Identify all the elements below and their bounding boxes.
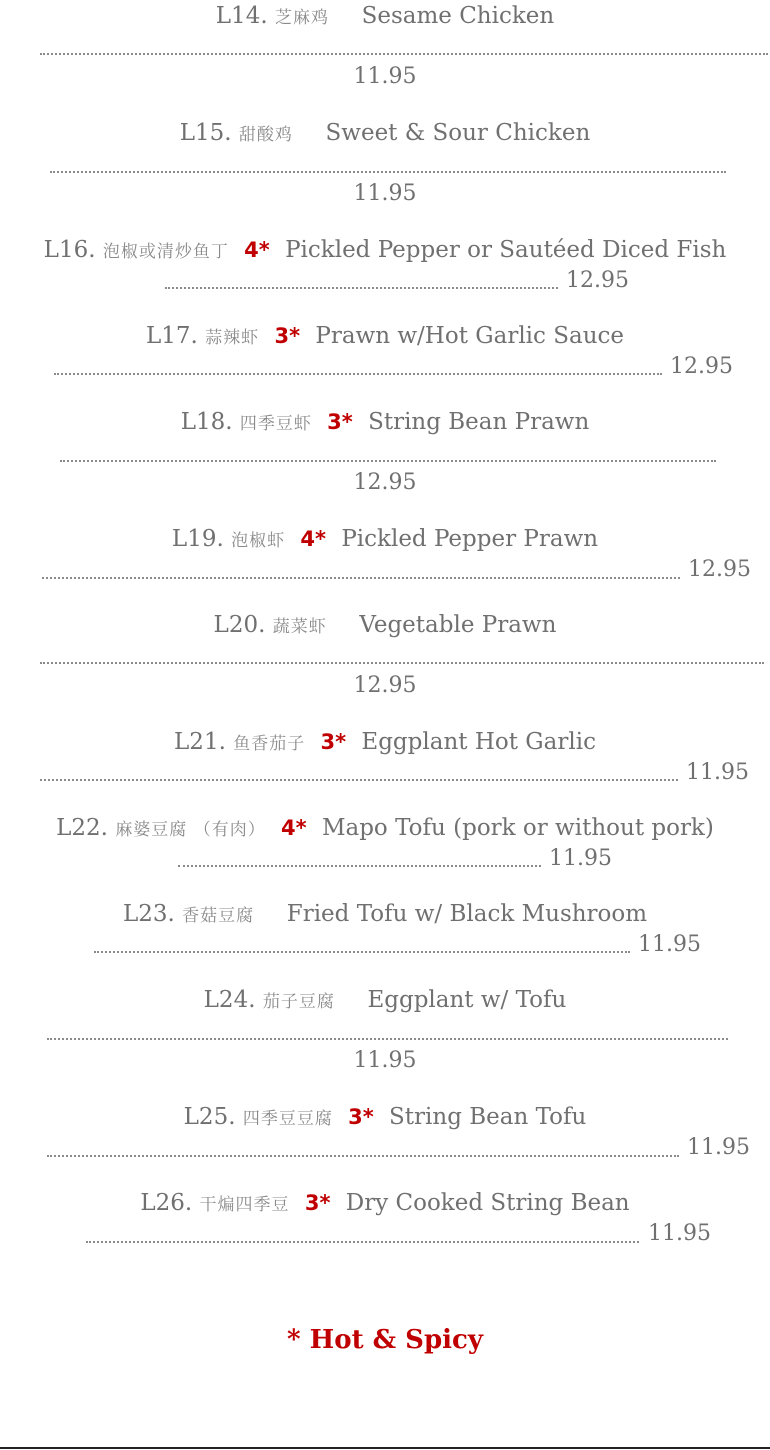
item-name: Eggplant w/ Tofu	[367, 987, 567, 1013]
menu-item-title	[0, 406, 770, 440]
menu-item	[0, 1187, 770, 1221]
item-name: Sesame Chicken	[361, 3, 555, 29]
item-name: Dry Cooked String Bean	[345, 1190, 630, 1216]
menu-item-title	[0, 523, 770, 557]
spice-level: 3*	[348, 1105, 374, 1129]
item-code: L19.	[171, 526, 224, 552]
menu-item-title	[0, 812, 770, 846]
spice-level: 4*	[281, 816, 307, 840]
item-code: L18.	[180, 409, 233, 435]
item-code: L24.	[203, 987, 256, 1013]
menu-item-title	[0, 898, 770, 932]
spice-level: 4*	[244, 238, 270, 262]
menu-item-title	[0, 609, 770, 643]
item-name: String Bean Prawn	[368, 409, 590, 435]
menu-item	[0, 984, 770, 1018]
hot-spicy-legend: * Hot & Spicy	[287, 1325, 483, 1355]
item-price: 11.95	[687, 1135, 750, 1160]
dot-leader	[40, 762, 680, 788]
item-name: Pickled Pepper Prawn	[341, 526, 599, 552]
menu-item-title	[0, 320, 770, 354]
item-chinese-name: 泡椒或清炒鱼丁	[102, 242, 229, 262]
item-code: L22.	[56, 815, 108, 841]
dot-leader	[47, 1021, 730, 1047]
menu-item	[0, 234, 770, 268]
item-code: L23.	[122, 901, 175, 927]
item-price: 12.95	[353, 470, 417, 495]
item-chinese-name: 香菇豆腐	[182, 906, 255, 926]
menu-item-title	[0, 726, 770, 760]
menu-item-title	[0, 1101, 770, 1135]
item-name: Sweet & Sour Chicken	[325, 120, 591, 146]
item-code: L14.	[215, 3, 268, 29]
item-chinese-name: 甜酸鸡	[238, 125, 293, 145]
item-code: L17.	[145, 323, 198, 349]
dot-leader	[94, 934, 632, 960]
dot-leader	[40, 645, 766, 671]
spice-level: 3*	[327, 410, 353, 434]
menu-item-title	[0, 234, 770, 268]
dot-leader	[165, 270, 560, 296]
menu-item	[0, 0, 770, 34]
item-price: 12.95	[688, 557, 751, 582]
item-code: L16.	[43, 237, 96, 263]
item-price: 11.95	[686, 760, 749, 785]
item-name: Pickled Pepper or Sautéed Diced Fish	[285, 237, 727, 263]
dot-leader	[178, 848, 543, 874]
item-chinese-name: 泡椒虾	[231, 531, 286, 551]
item-chinese-name: 芝麻鸡	[274, 8, 329, 28]
item-chinese-name: 麻婆豆腐 （有肉）	[115, 820, 266, 840]
item-price: 12.95	[353, 673, 417, 698]
dot-leader	[50, 154, 726, 180]
item-name: Prawn w/Hot Garlic Sauce	[315, 323, 625, 349]
item-chinese-name: 茄子豆腐	[262, 992, 335, 1012]
item-code: L20.	[213, 612, 266, 638]
menu-item-title	[0, 0, 770, 34]
item-chinese-name: 蔬菜虾	[272, 617, 327, 637]
item-name: Fried Tofu w/ Black Mushroom	[286, 901, 648, 927]
item-price: 11.95	[648, 1221, 711, 1246]
bottom-divider	[0, 1447, 770, 1449]
menu-item-title	[0, 1187, 770, 1221]
menu-item	[0, 117, 770, 151]
dot-leader	[42, 560, 682, 586]
item-price: 11.95	[549, 846, 612, 871]
item-name: Mapo Tofu (pork or without pork)	[321, 815, 714, 841]
menu-item	[0, 812, 770, 846]
item-code: L26.	[140, 1190, 193, 1216]
spice-level: 3*	[320, 730, 347, 754]
menu-item	[0, 523, 770, 557]
item-price: 11.95	[353, 1048, 417, 1073]
item-name: Vegetable Prawn	[359, 612, 557, 638]
item-price: 11.95	[353, 64, 417, 89]
dot-leader	[40, 36, 770, 62]
menu-item	[0, 406, 770, 440]
spice-level: 3*	[274, 324, 301, 348]
menu-item-title	[0, 984, 770, 1018]
item-price: 11.95	[638, 932, 701, 957]
dot-leader	[54, 356, 664, 382]
menu-item	[0, 898, 770, 932]
item-price: 11.95	[353, 181, 417, 206]
dot-leader	[47, 1138, 681, 1164]
item-name: String Bean Tofu	[389, 1104, 587, 1130]
spice-level: 4*	[300, 527, 326, 551]
item-chinese-name: 蒜辣虾	[205, 328, 260, 348]
item-code: L25.	[183, 1104, 236, 1130]
item-price: 12.95	[670, 354, 733, 379]
item-name: Eggplant Hot Garlic	[361, 729, 596, 755]
menu-item-title	[0, 117, 770, 151]
item-code: L21.	[174, 729, 226, 755]
item-chinese-name: 四季豆虾	[239, 414, 312, 434]
item-chinese-name: 干煸四季豆	[199, 1195, 290, 1215]
menu-item	[0, 320, 770, 354]
item-code: L15.	[179, 120, 232, 146]
spice-level: 3*	[304, 1191, 331, 1215]
menu-item	[0, 609, 770, 643]
menu-item	[0, 726, 770, 760]
dot-leader	[60, 443, 718, 469]
dot-leader	[86, 1224, 641, 1250]
item-price: 12.95	[566, 268, 629, 293]
item-chinese-name: 四季豆豆腐	[242, 1109, 333, 1129]
item-chinese-name: 鱼香茄子	[233, 734, 306, 754]
menu-item	[0, 1101, 770, 1135]
